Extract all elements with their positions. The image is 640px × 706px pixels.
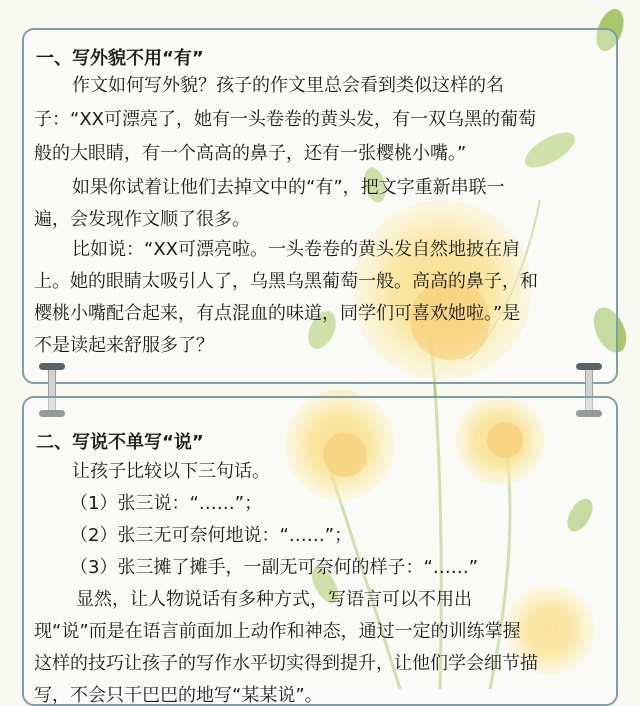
section1-heading: 一、写外貌不用“有” <box>36 48 204 69</box>
section2-line: 显然，让人物说话有多种方式，写语言可以不用出 <box>76 589 472 610</box>
section1-line: 樱桃小嘴配合起来，有点混血的味道，同学们可喜欢她啦。”是 <box>34 303 521 324</box>
section2-line: 让孩子比较以下三句话。 <box>72 461 270 482</box>
section1-line: 般的大眼睛，有一个高高的鼻子，还有一张樱桃小嘴。” <box>34 143 467 164</box>
section1-line: 不是读起来舒服多了？ <box>34 335 214 356</box>
section2-line: （2）张三无可奈何地说：“……”； <box>70 525 353 546</box>
section2-line: （3）张三摊了摊手，一副无可奈何的样子：“……” <box>70 557 479 578</box>
section2-card <box>22 396 618 706</box>
section2-heading: 二、写说不单写“说” <box>36 432 204 453</box>
section1-line: 比如说：“XX可漂亮啦。一头卷卷的黄头发自然地披在肩 <box>72 239 520 260</box>
section2-line: （1）张三说：“……”； <box>70 493 263 514</box>
section1-line: 遍，会发现作文顺了很多。 <box>34 209 250 230</box>
section2-line: 现“说”而是在语言前面加上动作和神态，通过一定的训练掌握 <box>34 621 521 642</box>
section1-card <box>22 28 618 384</box>
section2-line: 写，不会只干巴巴的地写“某某说”。 <box>34 685 323 706</box>
section1-line: 如果你试着让他们去掉文中的“有”，把文字重新串联一 <box>72 177 505 198</box>
section1-line: 作文如何写外貌？孩子的作文里总会看到类似这样的名 <box>72 75 504 96</box>
section2-line: 这样的技巧让孩子的写作水平切实得到提升，让他们学会细节描 <box>34 653 538 674</box>
section1-line: 上。她的眼睛太吸引人了，乌黑乌黑葡萄一般。高高的鼻子，和 <box>34 271 538 292</box>
section1-line: 子：“XX可漂亮了，她有一头卷卷的黄头发，有一双乌黑的葡萄 <box>34 109 536 130</box>
